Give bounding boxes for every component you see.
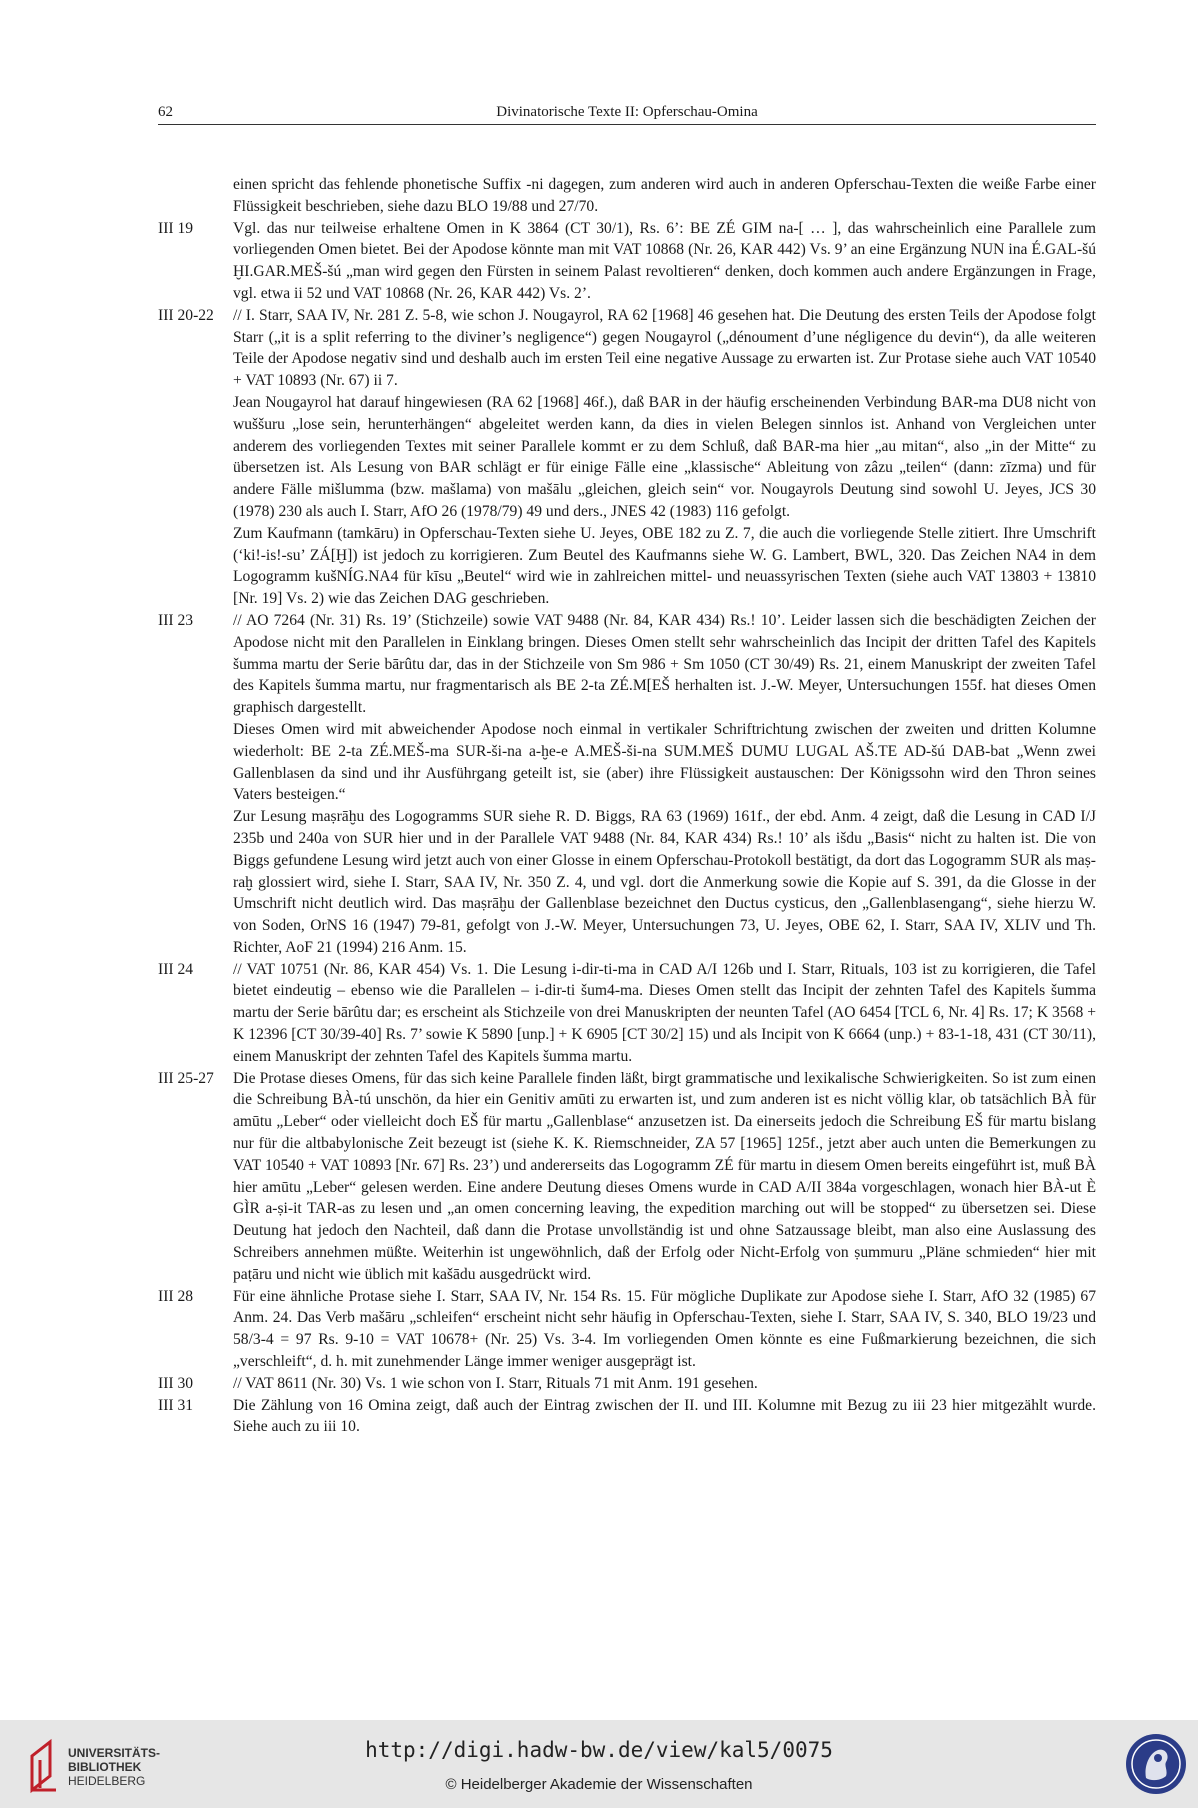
library-name-line: HEIDELBERG: [68, 1774, 146, 1788]
viewer-footer: [0, 1720, 1198, 1808]
commentary-paragraph: Vgl. das nur teilweise erhaltene Omen in K 3864 (CT 30/1), Rs. 6’: BE ZÉ GIM na-[ … ], das wahrscheinlich eine Parallele zum vorliegenden Omen bietet. Bei der Apodose könnte man mit VAT 10868 (Nr. 26, KAR 442) Vs. 9’ an eine Ergänzung NUN ina É.GAL-šú ḪI.GAR.MEŠ-šú „man wird gegen den Fürsten in seinem Palast revoltieren“ denken, doch kommen auch andere Ergänzungen in Frage, vgl. etwa ii 52 und VAT 10868 (Nr. 26, KAR 442) Vs. 2’.: [233, 219, 1096, 302]
commentary-paragraph: Die Zählung von 16 Omina zeigt, daß auch der Eintrag zwischen der II. und III. Kolumne mit Bezug zu iii 23 hier mitgezählt wurde. Siehe auch zu iii 10.: [233, 1396, 1096, 1436]
line-reference: III 30: [158, 1374, 194, 1392]
running-title: Divinatorische Texte II: Opferschau-Omina: [496, 104, 758, 120]
commentary-paragraph: // VAT 10751 (Nr. 86, KAR 454) Vs. 1. Die Lesung i-dir-ti-ma in CAD A/I 126b und I. Starr, Rituals, 103 ist zu korrigieren, die Tafel bietet eindeutig – ebenso wie die Parallelen – i-dir-ti šum4-ma. Dieses Omen stellt das Incipit der zehnten Tafel des Kapitels šumma martu der Serie bārûtu dar; es erscheint als Stichzeile von drei Manuskripten der neunten Tafel (AO 6454 [TCL 6, Nr. 4] Rs. 17; K 3568 + K 12396 [CT 30/39-40] Rs. 7’ sowie K 5890 [unp.] + K 6905 [CT 30/2] 15) und als Incipit von K 6664 (unp.) + 83-1-18, 431 (CT 30/11), einem Manuskript der zehnten Tafel des Kapitels šumma martu.: [233, 960, 1096, 1065]
page-header: [158, 102, 1096, 125]
academy-seal-icon: [1124, 1732, 1188, 1796]
commentary-paragraph: // VAT 8611 (Nr. 30) Vs. 1 wie schon von I. Starr, Rituals 71 mit Anm. 191 gesehen.: [233, 1374, 758, 1392]
commentary-paragraph: Für eine ähnliche Protase siehe I. Starr, SAA IV, Nr. 154 Rs. 15. Für mögliche Duplikate zur Apodose siehe I. Starr, AfO 32 (1985) 67 Anm. 24. Das Verb mašāru „schleifen“ erscheint nicht sehr häufig in Opferschau-Texten, siehe I. Starr, SAA IV, S. 340, BLO 19/23 und 58/3-4 = 97 Rs. 9-10 = VAT 10678+ (Nr. 25) Vs. 3-4. Im vorliegenden Omen könnte es eine Fußmarkierung bezeichnen, die sich „verschleift“, d. h. mit zunehmender Länge immer weniger ausgeprägt ist.: [233, 1287, 1096, 1371]
commentary-paragraph: // AO 7264 (Nr. 31) Rs. 19’ (Stichzeile) sowie VAT 9488 (Nr. 84, KAR 434) Rs.! 10’. Leider lassen sich die beschädigten Zeichen der Apodose nicht mit den Parallelen in Einklang bringen. Dieses Omen stellt sehr wahrscheinlich das Incipit der dritten Tafel des Kapitels šumma martu der Serie bārûtu dar, das in der Stichzeile von Sm 986 + Sm 1050 (CT 30/49) Rs. 21, einem Manuskript der zweiten Tafel des Kapitels šumma martu, nur fragmentarisch als BE 2-ta ZÉ.M[EŠ herhalten ist. J.-W. Meyer, Untersuchungen 155f. hat dieses Omen graphisch dargestellt.: [233, 611, 1096, 717]
commentary-paragraph: Zur Lesung maṣrāḫu des Logogramms SUR siehe R. D. Biggs, RA 63 (1969) 161f., der ebd. Anm. 4 zeigt, daß die Lesung in CAD I/J 235b und 240a von SUR hier und in der Parallele VAT 9488 (Nr. 84, KAR 434) Rs.! 10’ als išdu „Basis“ nicht zu halten ist. Die von Biggs gefundene Lesung wird jetzt auch von einer Glosse in einem Opferschau-Protokoll bestätigt, da dort das Logogramm SUR als maṣ-raḫ glossiert wird, siehe I. Starr, SAA IV, Nr. 350 Z. 4, und vgl. dort die Anmerkung sowie die Kopie auf S. 391, da die Glosse in der Umschrift nicht deutlich wird. Das maṣrāḫu der Gallenblase bezeichnet den Ductus cysticus, den „Gallenblasengang“, siehe hierzu W. von Soden, OrNS 16 (1947) 79-81, gefolgt von J.-W. Meyer, Untersuchungen 73, U. Jeyes, OBE 62, I. Starr, SAA IV, XLIV und Th. Richter, AoF 21 (1994) 216 Anm. 15.: [233, 808, 1096, 956]
commentary-entry: [158, 959, 1096, 1068]
commentary-entry: [158, 610, 1096, 959]
commentary-paragraph: Zum Kaufmann (tamkāru) in Opferschau-Texten siehe U. Jeyes, OBE 182 zu Z. 7, die auch die vorliegende Stelle zitiert. Ihre Umschrift (‘ki!-is!-su’ ZÁ[Ḫ]) ist jedoch zu korrigieren. Zum Beutel des Kaufmanns siehe W. G. Lambert, BWL, 320. Das Zeichen NA4 in dem Logogramm kušNÍG.NA4 für kīsu „Beutel“ wird wie in zahlreichen mittel- und neuassyrischen Texten (siehe auch VAT 13803 + 13810 [Nr. 19] Vs. 2) wie das Zeichen DAG geschrieben.: [233, 524, 1096, 608]
line-reference: III 20-22: [158, 306, 214, 324]
line-reference: III 19: [158, 219, 194, 237]
permalink-url[interactable]: http://digi.hadw-bw.de/view/kal5/0075: [365, 1738, 833, 1762]
commentary-entry: [158, 305, 1096, 610]
line-reference: III 25-27: [158, 1069, 214, 1087]
page-number: 62: [158, 104, 173, 120]
commentary-paragraph: Dieses Omen wird mit abweichender Apodose noch einmal in vertikaler Schriftrichtung zwischen der zweiten und dritten Kolumne wiederholt: BE 2-ta ZÉ.MEŠ-ma SUR-ši-na a-ḫe-e A.MEŠ-ši-na SUM.MEŠ DUMU LUGAL AŠ.TE AD-šú DAB-bat „Wenn zwei Gallenblasen da sind und ihr Ausführgang geteilt ist, sie (aber) ihre Flüssigkeit austauschen: Der Königssohn wird den Thron seines Vaters besteigen.“: [233, 720, 1096, 804]
copyright-notice: © Heidelberger Akademie der Wissenschaften: [445, 1776, 753, 1793]
commentary-entry: [158, 218, 1096, 305]
commentary-paragraph: einen spricht das fehlende phonetische Suffix -ni dagegen, zum anderen wird auch in anderen Opferschau-Texten die weiße Farbe einer Flüssigkeit beschrieben, siehe dazu BLO 19/88 und 27/70.: [233, 176, 1096, 215]
library-name-line: UNIVERSITÄTS-: [68, 1746, 161, 1760]
line-reference: III 24: [158, 960, 194, 978]
line-reference: III 31: [158, 1396, 194, 1414]
commentary-paragraph: Die Protase dieses Omens, für das sich keine Parallele finden läßt, birgt grammatische und lexikalische Schwierigkeiten. So ist zum einen die Schreibung BÀ-tú unschön, da hier ein Genitiv amūti zu erwarten ist, und zum anderen ist es nicht völlig klar, ob tatsächlich BÀ für amūtu „Leber“ oder vielleicht doch EŠ für martu „Gallenblase“ anzusetzen ist. Da einerseits jedoch die Schreibung EŠ für martu bislang nur für die altbabylonische Zeit bezeugt ist (siehe K. K. Riemschneider, ZA 57 [1965] 125f., jetzt aber auch unten die Bemerkungen zu VAT 10540 + VAT 10893 [Nr. 67] Rs. 23’) und andererseits das Logogramm ZÉ für martu in diesem Omen bereits eingeführt ist, muß BÀ hier amūtu „Leber“ gelesen werden. Eine andere Deutung dieses Omens wurde in CAD A/II 384a vorgeschlagen, wonach hier BÀ-ut È GÌR a-ṣi-it TAR-as zu lesen und „an omen concerning leaving, the expedition marching out will be stopped“ zu übersetzen sei. Diese Deutung hat jedoch den Nachteil, daß dann die Protase unvollständig ist und ohne Satzaussage bleibt, man also eine Auslassung des Schreibers annehmen müßte. Weiterhin ist ungewöhnlich, daß der Erfolg oder Nicht-Erfolg von ṣummuru „Pläne schmieden“ hier mit paṭāru und nicht wie üblich mit kašādu ausgedrückt wird.: [233, 1069, 1096, 1283]
commentary-entry: [158, 1286, 1096, 1373]
commentary-entry: [158, 1373, 1096, 1395]
line-reference: III 23: [158, 611, 194, 629]
commentary-paragraph: // I. Starr, SAA IV, Nr. 281 Z. 5-8, wie schon J. Nougayrol, RA 62 [1968] 46 gesehen hat. Die Deutung des ersten Teils der Apodose folgt Starr („it is a split referring to the diviner’s negligence“) gegen Nougayrol („dénoument d’une négligence du devin“), da alle weiteren Teile der Apodose negativ sind und deshalb auch im ersten Teil eine negative Aussage zu erwarten ist. Zur Protase siehe auch VAT 10540 + VAT 10893 (Nr. 67) ii 7.: [233, 306, 1096, 390]
library-name-line: BIBLIOTHEK: [68, 1760, 142, 1774]
commentary-body: [158, 174, 1096, 1438]
line-reference: III 28: [158, 1287, 194, 1305]
commentary-paragraph: Jean Nougayrol hat darauf hingewiesen (RA 62 [1968] 46f.), daß BAR in der häufig erscheinenden Verbindung BAR-ma DU8 nicht von wuššuru „lose sein, herunterhängen“ abgeleitet werden kann, da dies in vielen Belegen sinnlos ist. Anhand von Vergleichen unter anderem des vorliegenden Textes mit seiner Parallele kommt er zu dem Schluß, daß BAR-ma hier „au mitan“, also „in der Mitte“ zu übersetzen ist. Als Lesung von BAR schlägt er für einige Fälle eine „klassische“ Ableitung von zâzu „teilen“ (dann: zīzma) und für andere Fälle mišlumma (bzw. mašlama) von mašālu „gleichen, gleich sein“ vor. Nougayrols Deutung sind sowohl U. Jeyes, JCS 30 (1978) 230 als auch I. Starr, AfO 26 (1978/79) 49 und ders., JNES 42 (1983) 116 gefolgt.: [233, 393, 1096, 520]
commentary-entry: [158, 1068, 1096, 1286]
commentary-entry: [158, 174, 1096, 218]
commentary-entry: [158, 1395, 1096, 1439]
